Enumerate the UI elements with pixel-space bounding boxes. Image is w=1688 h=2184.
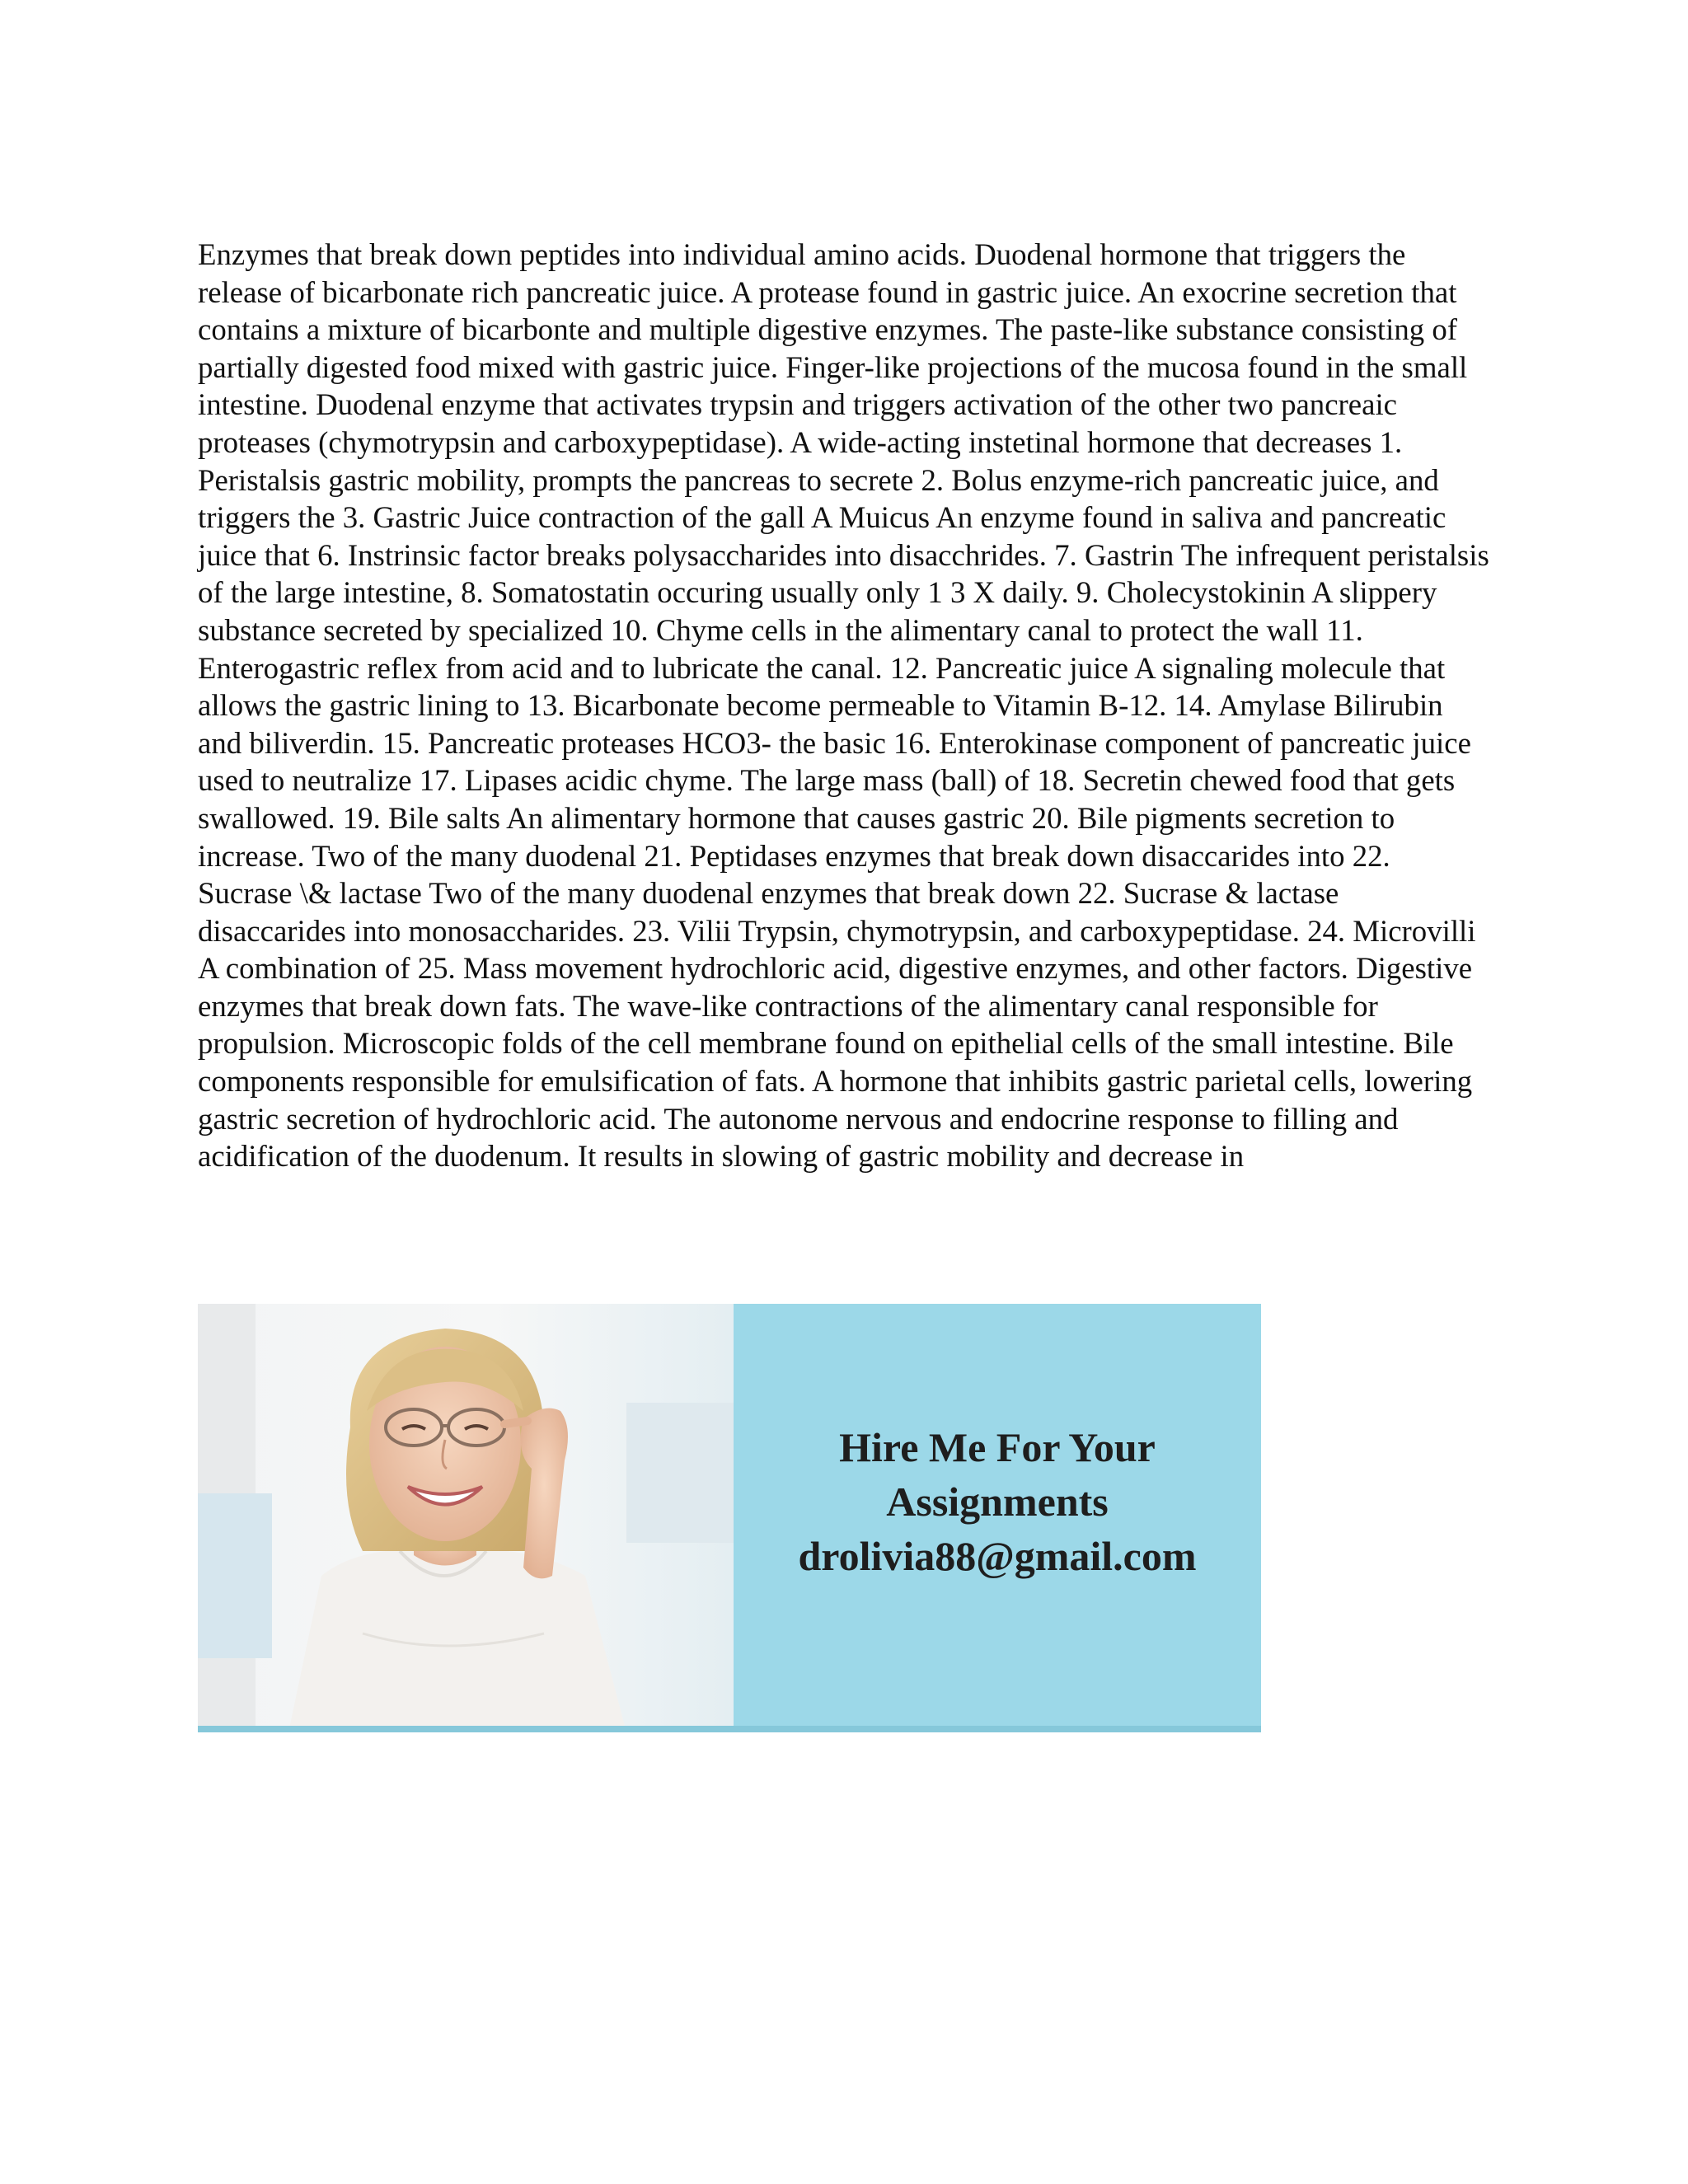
ad-headline-line1: Hire Me For Your	[839, 1424, 1156, 1470]
body-paragraph: Enzymes that break down peptides into individual amino acids. Duodenal hormone that triggers the release of bicarbonate rich pancreatic juice. A protease found in gastric juice. An exocrine secretion that contains a mixture of bicarbonte and multiple digestive enzymes. The paste-like substance consisting of partially digested food mixed with gastric juice. Finger-like projections of the mucosa found in the small intestine. Duodenal enzyme that activates trypsin and triggers activation of the other two pancreaic proteases (chymotrypsin and carboxypeptidase). A wide-acting instetinal hormone that decreases 1. Peristalsis gastric mobility, prompts the pancreas to secrete 2. Bolus enzyme-rich pancreatic juice, and triggers the 3. Gastric Juice contraction of the gall A Muicus An enzyme found in saliva and pancreatic juice that 6. Instrinsic factor breaks polysaccharides into disacchrides. 7. Gastrin The infrequent peristalsis of the large intestine, 8. Somatostatin occuring usually only 1 3 X daily. 9. Cholecystokinin A slippery substance secreted by specialized 10. Chyme cells in the alimentary canal to protect the wall 11. Enterogastric reflex from acid and to lubricate the canal. 12. Pancreatic juice A signaling molecule that allows the gastric lining to 13. Bicarbonate become permeable to Vitamin B-12. 14. Amylase Bilirubin and biliverdin. 15. Pancreatic proteases HCO3- the basic 16. Enterokinase component of pancreatic juice used to neutralize 17. Lipases acidic chyme. The large mass (ball) of 18. Secretin chewed food that gets swallowed. 19. Bile salts An alimentary hormone that causes gastric 20. Bile pigments secretion to increase. Two of the many duodenal 21. Peptidases enzymes that break down disaccarides into 22. Sucrase \& lactase Two of the many duodenal enzymes that break down 22. Sucrase & lactase disaccarides into monosaccharides. 23. Vilii Trypsin, chymotrypsin, and carboxypeptidase. 24. Microvilli A combination of 25. Mass movement hydrochloric acid, digestive enzymes, and other factors. Digestive enzymes that break down fats. The wave-like contractions of the alimentary canal responsible for propulsion. Microscopic folds of the cell membrane found on epithelial cells of the small intestine. Bile components responsible for emulsification of fats. A hormone that inhibits gastric parietal cells, lowering gastric secretion of hydrochloric acid. The autonome nervous and endocrine response to filling and acidification of the duodenum. It results in slowing of gastric mobility and decrease in	[198, 237, 1489, 1174]
ad-email[interactable]: drolivia88@gmail.com	[798, 1533, 1197, 1579]
ad-bottom-bar	[198, 1726, 1261, 1732]
ad-text-panel	[734, 1304, 1261, 1732]
smiling-woman-photo	[198, 1304, 734, 1732]
hire-me-ad-banner[interactable]	[198, 1304, 1261, 1732]
ad-headline-line2: Assignments	[886, 1479, 1109, 1525]
